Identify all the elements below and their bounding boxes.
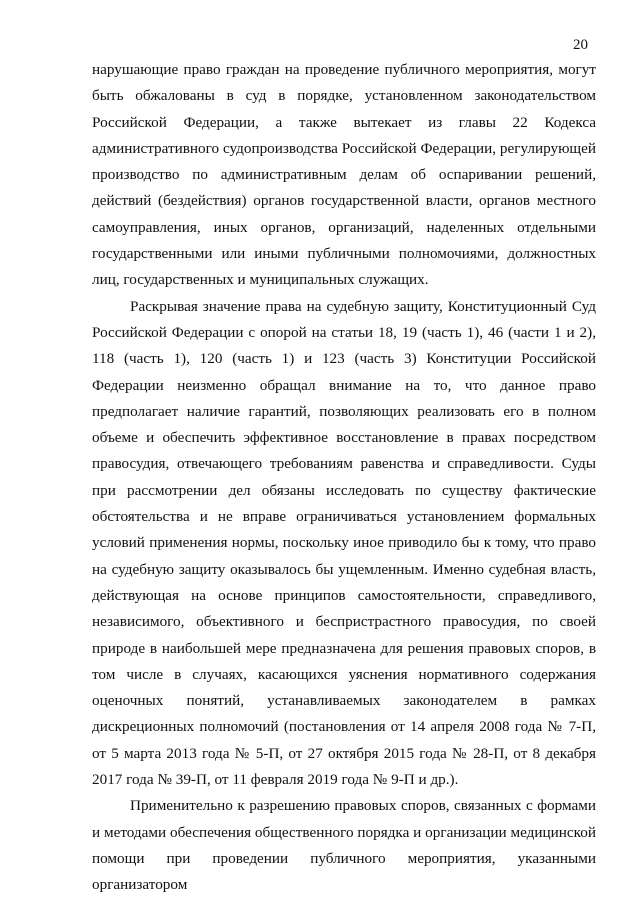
page-number: 20: [573, 37, 588, 53]
paragraph-1: нарушающие право граждан на проведение публичного мероприятия, могут быть обжалованы в суд в порядке, установленном законодательством Российской Федерации, а также вытекает из главы 22 Кодекса административного судопроизводства Российской Федерации, регулирующей производство по административным делам об оспаривании решений, действий (бездействия) органов государственной власти, органов местного самоуправления, иных органов, организаций, наделенных отдельными государственными или иными публичными полномочиями, должностных лиц, государственных и муниципальных служащих.: [92, 61, 596, 289]
paragraph-3: Применительно к разрешению правовых споров, связанных с формами и методами обеспечения общественного порядка и организации медицинской помощи при проведении публичного мероприятия, указанными организатором: [92, 797, 596, 894]
document-body: [92, 57, 596, 899]
paragraph-2: Раскрывая значение права на судебную защиту, Конституционный Суд Российской Федерации с опорой на статьи 18, 19 (часть 1), 46 (части 1 и 2), 118 (часть 1), 120 (часть 1) и 123 (часть 3) Конституции Российской Федерации неизменно обращал внимание на то, что данное право предполагает наличие гарантий, позволяющих реализовать его в полном объеме и обеспечить эффективное восстановление в правах посредством правосудия, отвечающего требованиям равенства и справедливости. Суды при рассмотрении дел обязаны исследовать по существу фактические обстоятельства и не вправе ограничиваться установлением формальных условий применения нормы, поскольку иное приводило бы к тому, что право на судебную защиту оказывалось бы ущемленным. Именно судебная власть, действующая на основе принципов самостоятельности, справедливого, независимого, объективного и беспристрастного правосудия, по своей природе в наибольшей мере предназначена для решения правовых споров, в том числе в случаях, касающихся уяснения нормативного содержания оценочных понятий, устанавливаемых законодателем в рамках дискреционных полномочий (постановления от 14 апреля 2008 года № 7-П, от 5 марта 2013 года № 5-П, от 27 октября 2015 года № 28-П, от 8 декабря 2017 года № 39-П, от 11 февраля 2019 года № 9-П и др.).: [92, 297, 596, 789]
